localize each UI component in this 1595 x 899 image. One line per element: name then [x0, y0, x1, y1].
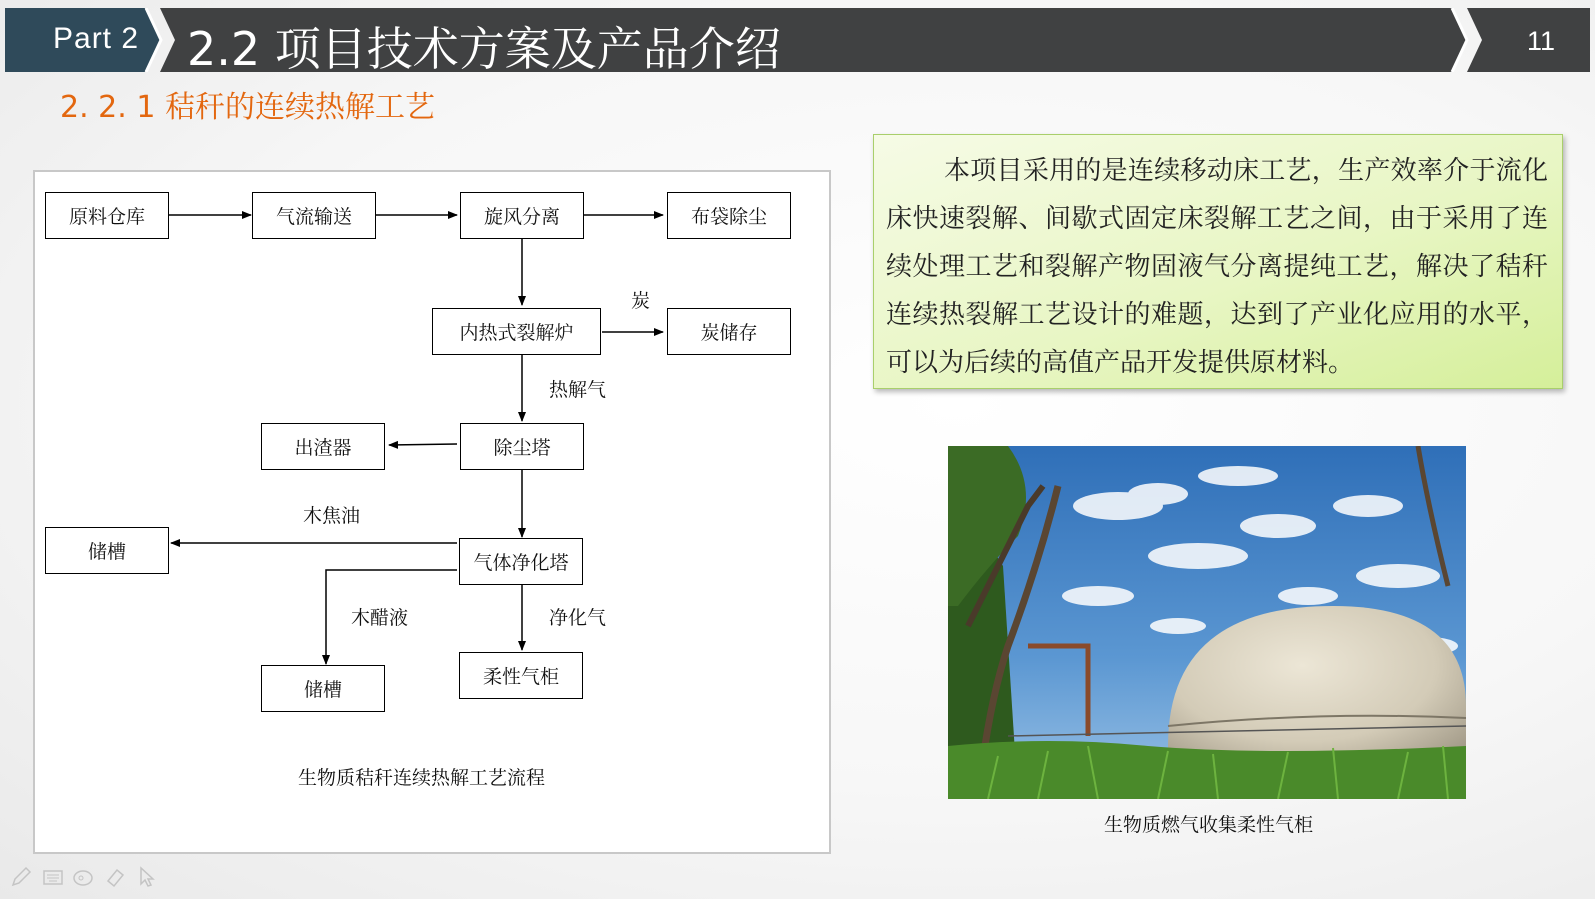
header-bar: [5, 8, 1590, 76]
page-number: 11: [1527, 26, 1556, 56]
flowchart-caption: 生物质秸秆连续热解工艺流程: [298, 767, 546, 789]
keyboard-icon[interactable]: [40, 866, 66, 892]
node-pneumatic-conveying: 气流输送: [252, 192, 376, 239]
part-label: Part 2: [53, 22, 140, 55]
edge-label-clean-gas: 净化气: [549, 607, 607, 629]
section-title: 2. 2. 1 秸秆的连续热解工艺: [60, 90, 435, 125]
node-slag-outlet: 出渣器: [261, 423, 385, 470]
node-pyrolysis-furnace: 内热式裂解炉: [432, 308, 601, 355]
pointer-icon[interactable]: [134, 866, 160, 892]
gas-holder-photo: [948, 446, 1466, 799]
node-bag-filter: 布袋除尘: [667, 192, 791, 239]
flowchart-frame: [33, 170, 831, 854]
node-raw-storage: 原料仓库: [45, 192, 169, 239]
edge-label-tar: 木焦油: [303, 505, 361, 527]
node-storage-tank-vinegar: 储槽: [261, 665, 385, 712]
description-box: 本项目采用的是连续移动床工艺，生产效率介于流化床快速裂解、间歇式固定床裂解工艺之间，由于采用了连续处理工艺和裂解产物固液气分离提纯工艺，解决了秸秆连续热裂解工艺设计的难题，达到了产业化应用的水平，可以为后续的高值产品开发提供原材料。: [873, 134, 1563, 389]
node-dust-tower: 除尘塔: [460, 423, 584, 470]
eraser-icon[interactable]: [102, 866, 128, 892]
edge-label-pyrolysis-gas: 热解气: [549, 379, 607, 401]
slide-title: 2.2 项目技术方案及产品介绍: [187, 22, 781, 76]
circle-icon[interactable]: [70, 866, 96, 892]
node-gas-holder: 柔性气柜: [459, 652, 583, 699]
pen-icon[interactable]: [8, 866, 34, 892]
photo-caption: 生物质燃气收集柔性气柜: [1104, 814, 1314, 836]
node-storage-tank-tar: 储槽: [45, 527, 169, 574]
flowchart-connectors: [35, 172, 833, 856]
edge-label-vinegar: 木醋液: [351, 607, 409, 629]
node-gas-purifier: 气体净化塔: [459, 538, 583, 585]
node-cyclone-separation: 旋风分离: [460, 192, 584, 239]
node-char-storage: 炭储存: [667, 308, 791, 355]
edge-label-char: 炭: [631, 290, 651, 312]
